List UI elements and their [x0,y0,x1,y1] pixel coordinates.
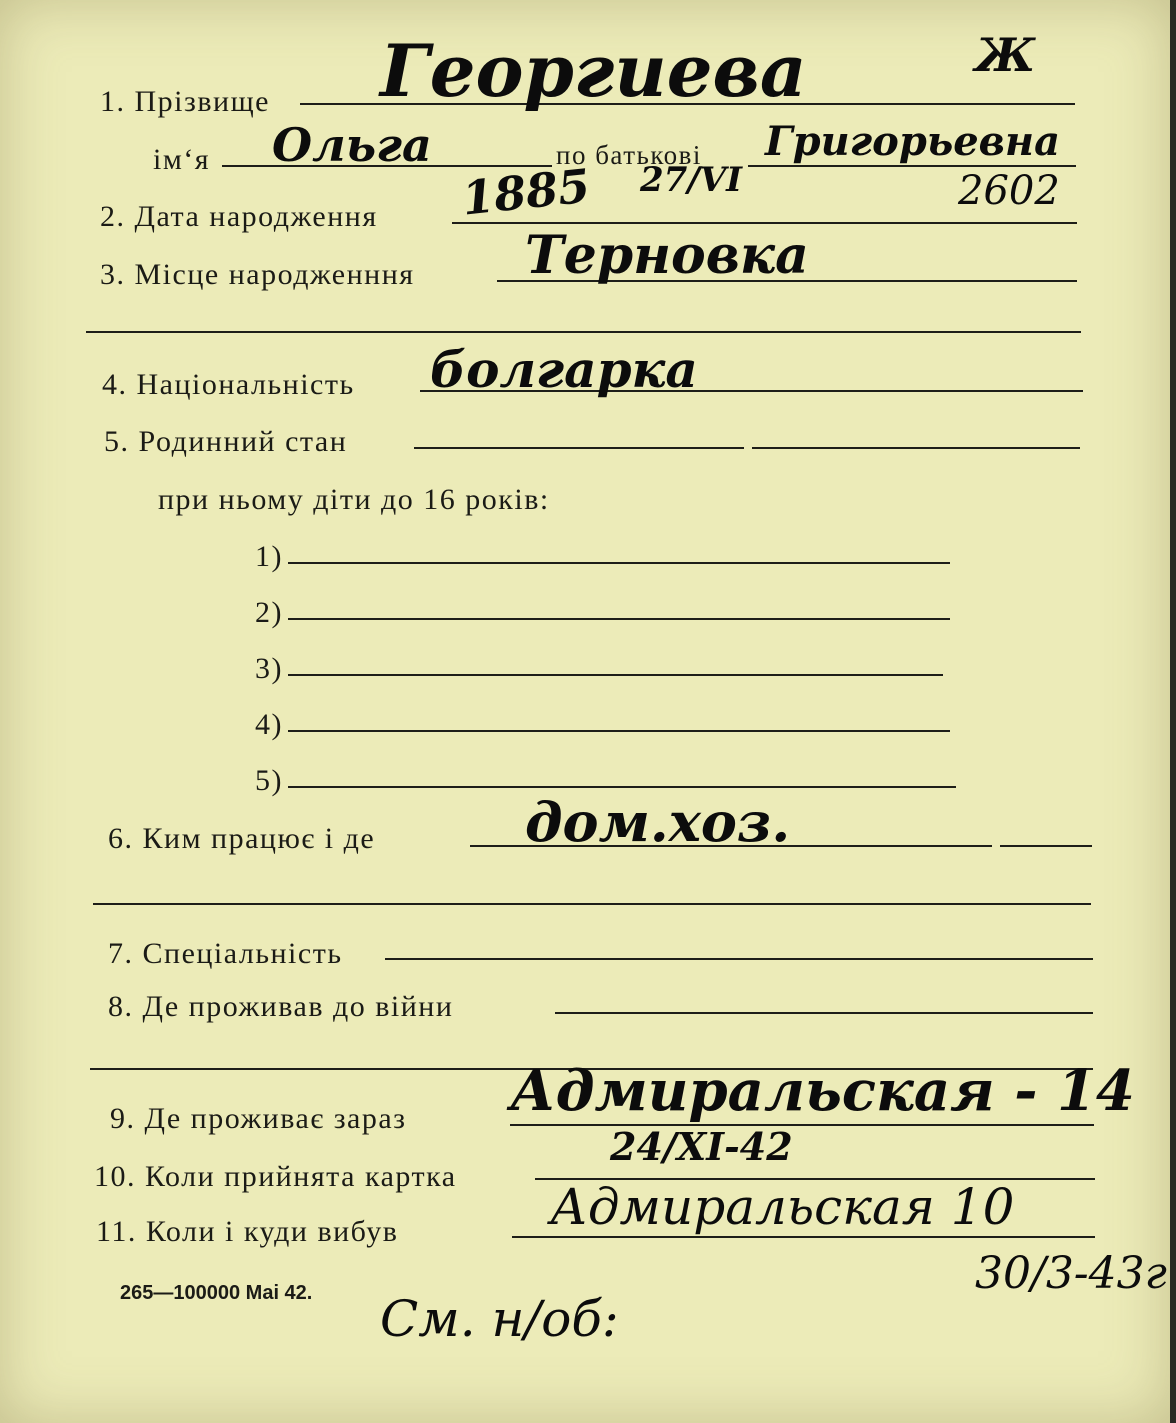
label-child-1: 1) [255,540,283,573]
line-child-2 [288,618,950,620]
label-occupation: 6. Ким працює і де [108,822,376,855]
label-residence-prewar: 8. Де проживав до війни [108,990,454,1023]
line-birth-date [452,222,1077,224]
hw-occupation: дом.хоз. [525,790,791,854]
line-family-status-a [414,447,744,449]
hw-name: Ольга [272,118,432,172]
hw-surname: Георгиева [380,28,807,113]
line-child-3 [288,674,943,676]
label-child-3: 3) [255,652,283,685]
label-moved: 11. Коли і куди вибув [96,1215,399,1248]
hw-moved-to: Адмиральская 10 [550,1178,1015,1236]
line-specialty [385,958,1093,960]
label-residence-now: 9. Де проживає зараз [110,1102,407,1135]
hw-moved-date: 30/3-43г [975,1248,1167,1299]
hw-nationality: болгарка [430,340,698,399]
line-patronymic [748,165,1076,167]
hw-birth-date-extra: 27/VI [640,160,743,200]
label-children: при ньому діти до 16 років: [158,483,550,516]
line-child-5 [288,786,956,788]
label-birthplace: 3. Місце народженння [100,258,415,291]
line-occupation-2 [93,903,1091,905]
line-occupation-b [1000,845,1092,847]
label-patronymic: по батькові [556,140,702,170]
line-child-4 [288,730,950,732]
label-card-date: 10. Коли прийнята картка [94,1160,457,1193]
label-name: ім‘я [153,143,211,176]
hw-birthplace: Терновка [525,225,809,286]
line-moved [512,1236,1095,1238]
label-birth-date: 2. Дата народження [100,200,378,233]
hw-note: См. н/об: [380,1290,619,1348]
hw-card-date: 24/XI-42 [610,1124,793,1169]
print-code: 265—100000 Mai 42. [120,1282,313,1304]
label-specialty: 7. Спеціальність [108,937,343,970]
hw-patronymic: Григорьевна [765,118,1060,165]
line-birthplace-2 [86,331,1081,333]
hw-address-now: Адмиральская - 14 [510,1058,1135,1124]
label-surname: 1. Прізвище [100,85,270,118]
label-nationality: 4. Національність [102,368,355,401]
hw-birth-date: 1885 [459,158,593,226]
label-family-status: 5. Родинний стан [104,425,348,458]
line-family-status-b [752,447,1080,449]
line-residence-prewar [555,1012,1093,1014]
label-child-2: 2) [255,596,283,629]
label-child-5: 5) [255,764,283,797]
line-child-1 [288,562,950,564]
label-child-4: 4) [255,708,283,741]
hw-number: 2602 [958,168,1060,214]
line-residence-now [510,1124,1094,1126]
hw-initial: Ж [975,28,1036,82]
